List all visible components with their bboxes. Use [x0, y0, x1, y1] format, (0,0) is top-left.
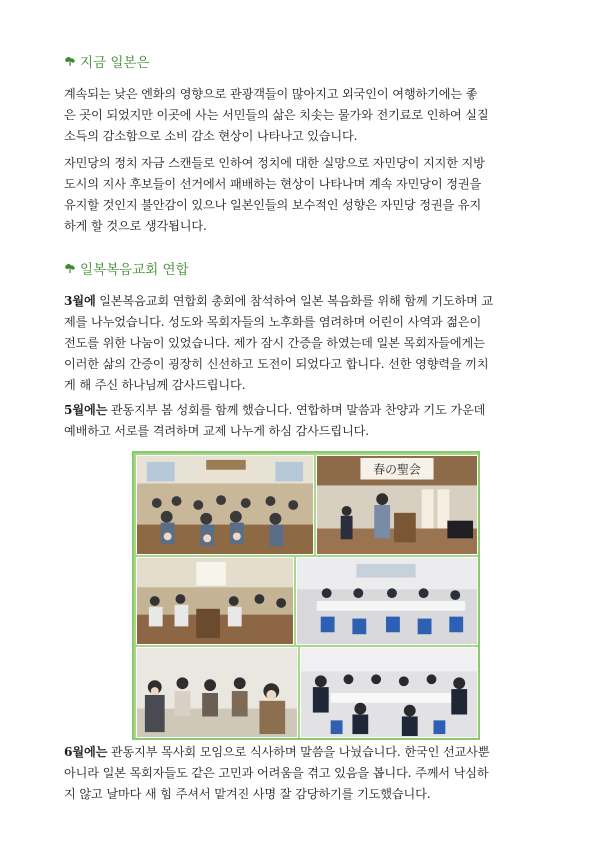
- paragraph-line: 자민당의 정치 자금 스캔들로 인하여 정치에 대한 실망으로 자민당이 지지한 지방: [64, 156, 485, 170]
- leaf-bullet-icon: [64, 55, 76, 67]
- section-heading-text: 지금 일본은: [80, 55, 150, 71]
- paragraph-line: 6월에는 관동지부 목사회 모임으로 식사하며 말씀을 나눴습니다. 한국인 선교사뿐: [64, 745, 490, 759]
- paragraph-line: 전도를 위한 나눔이 있었습니다. 제가 잠시 간증을 하였는데 일본 목회자들에게는: [64, 336, 485, 350]
- photo-pastors-meeting: [300, 647, 478, 738]
- paragraph-politics: [64, 153, 534, 237]
- paragraph-line: 도시의 지사 후보들이 선거에서 패배하는 현상이 나타나며 계속 자민당이 정권을: [64, 177, 482, 191]
- photo-women-group: [136, 647, 298, 738]
- photo-meeting-room: [136, 557, 294, 645]
- photo-conference-tables: [296, 557, 478, 645]
- paragraph-line: 이러한 삶의 간증이 굉장히 신선하고 도전이 되었다고 합니다. 선한 영향력을 끼치: [64, 357, 489, 371]
- paragraph-line: 유지할 것인지 불안감이 있으나 일본인들의 보수적인 성향은 자민당 정권을 유지: [64, 198, 482, 212]
- paragraph-line: 은 곳이 되었지만 이곳에 사는 서민들의 삶은 치솟는 물가와 전기료로 인하여 실질: [64, 108, 489, 122]
- section-heading-church-union: [64, 258, 189, 278]
- paragraph-economy: [64, 84, 534, 147]
- paragraph-line: 아니라 일본 목회자들도 같은 고민과 어려움을 겪고 있음을 봅니다. 주께서 낙심하: [64, 766, 489, 780]
- paragraph-line: 하게 할 것으로 생각됩니다.: [64, 219, 207, 233]
- photo-speaker-pulpit: [316, 455, 478, 555]
- paragraph-line: 제를 나누었습니다. 성도와 목회자들의 노후화를 염려하며 어린이 사역과 젊은이: [64, 315, 482, 329]
- paragraph-june-meeting: [64, 742, 534, 805]
- paragraph-line: 게 해 주신 하나님께 감사드립니다.: [64, 378, 246, 392]
- photo-congregation-hall: [136, 455, 314, 555]
- section-heading-japan-now: [64, 51, 150, 71]
- section-heading-text: 일복복음교회 연합: [80, 262, 189, 278]
- paragraph-line: 소득의 감소함으로 소비 감소 현상이 나타나고 있습니다.: [64, 129, 358, 143]
- month-marker: 5월에는: [64, 403, 108, 417]
- paragraph-line: 계속되는 낮은 엔화의 영향으로 관광객들이 많아지고 외국인이 여행하기에는 좋: [64, 87, 478, 101]
- month-marker: 6월에는: [64, 745, 108, 759]
- paragraph-march-assembly: [64, 291, 534, 396]
- month-marker: 3월에: [64, 294, 96, 308]
- paragraph-line: 예배하고 서로를 격려하며 교제 나누게 하심 감사드립니다.: [64, 424, 370, 438]
- paragraph-line: 지 않고 날마다 새 힘 주셔서 맡겨진 사명 잘 감당하기를 기도했습니다.: [64, 787, 431, 801]
- banner-text: 春の聖会: [373, 462, 421, 477]
- paragraph-may-conference: [64, 400, 534, 442]
- paragraph-line: 3월에 일본복음교회 연합회 총회에 참석하여 일본 복음화를 위해 함께 기도하며 교: [64, 294, 494, 308]
- paragraph-line: 5월에는 관동지부 봄 성회를 함께 했습니다. 연합하며 말씀과 찬양과 기도 가운데: [64, 403, 486, 417]
- leaf-bullet-icon: [64, 262, 76, 274]
- photo-collage: [132, 451, 480, 740]
